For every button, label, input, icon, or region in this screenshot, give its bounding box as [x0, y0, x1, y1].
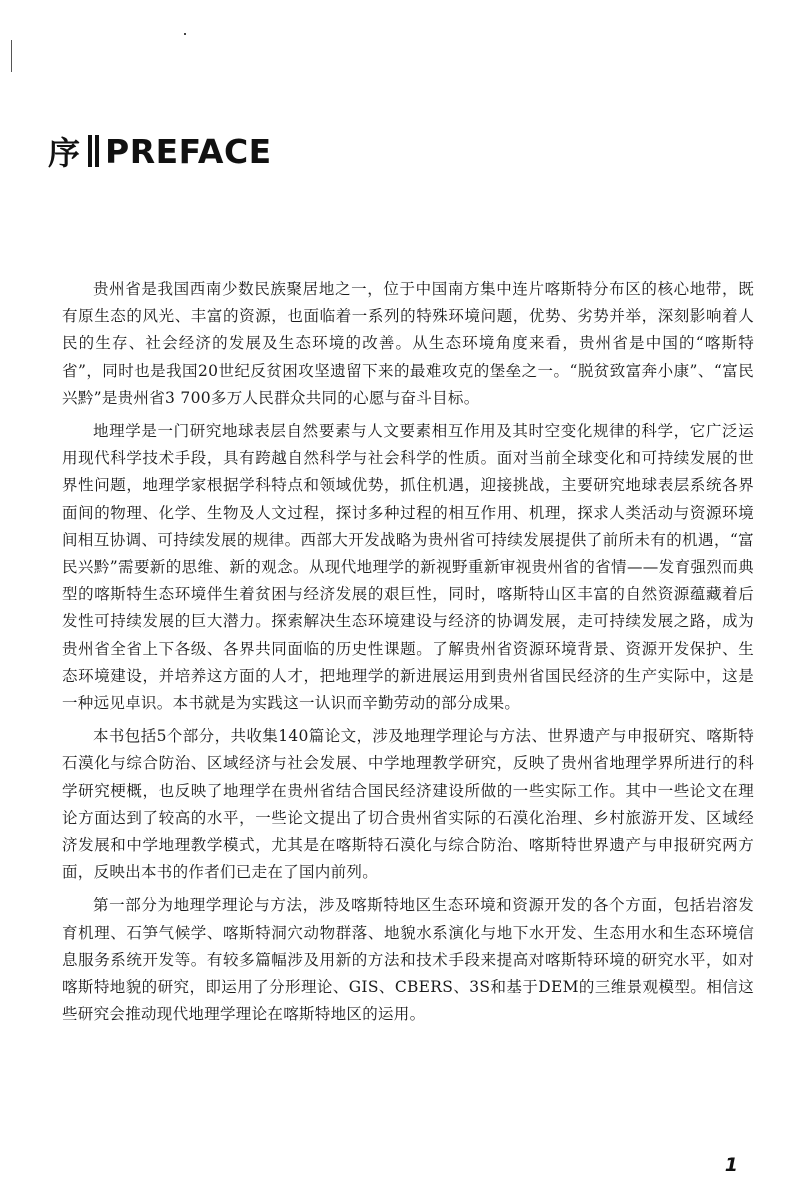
heading-divider — [88, 135, 99, 167]
paragraph-2: 地理学是一门研究地球表层自然要素与人文要素相互作用及其时空变化规律的科学，它广泛运用现代科学技术手段，具有跨越自然科学与社会科学的性质。面对当前全球变化和可持续发展的世界性问题，地理学家根据学科特点和领域优势，抓住机遇，迎接挑战，主要研究地球表层系统各界面间的物理、化学、生物及人文过程，探讨多种过程的相互作用、机理，探求人类活动与资源环境间相互协调、可持续发展的规律。西部大开发战略为贵州省可持续发展提供了前所未有的机遇，“富民兴黔”需要新的思维、新的观念。从现代地理学的新视野重新审视贵州省的省情——发育强烈而典型的喀斯特生态环境伴生着贫困与经济发展的艰巨性，同时，喀斯特山区丰富的自然资源蕴藏着后发性可持续发展的巨大潜力。探索解决生态环境建设与经济的协调发展，走可持续发展之路，成为贵州省全省上下各级、各界共同面临的历史性课题。了解贵州省资源环境背景、资源开发保护、生态环境建设，并培养这方面的人才，把地理学的新进展运用到贵州省国民经济的生产实际中，这是一种远见卓识。本书就是为实践这一认识而辛勤劳动的部分成果。 — [62, 422, 754, 713]
paragraph-1: 贵州省是我国西南少数民族聚居地之一，位于中国南方集中连片喀斯特分布区的核心地带，既有原生态的风光、丰富的资源，也面临着一系列的特殊环境问题，优势、劣势并举，深刻影响着人民的生存、社会经济的发展及生态环境的改善。从生态环境角度来看，贵州省是中国的“喀斯特省”，同时也是我国20世纪反贫困攻坚遗留下来的最难攻克的堡垒之一。“脱贫致富奔小康”、“富民兴黔”是贵州省3 700多万人民群众共同的心愿与奋斗目标。 — [62, 280, 754, 407]
scan-speck — [184, 33, 186, 35]
body-text — [62, 276, 754, 1034]
page-edge-mark — [11, 40, 12, 72]
section-heading — [48, 128, 272, 174]
heading-chinese: 序 — [48, 134, 81, 172]
paragraph-3: 本书包括5个部分，共收集140篇论文，涉及地理学理论与方法、世界遗产与申报研究、喀斯特石漠化与综合防治、区域经济与社会发展、中学地理教学研究，反映了贵州省地理学界所进行的科学研究梗概，也反映了地理学在贵州省结合国民经济建设所做的一些实际工作。其中一些论文在理论方面达到了较高的水平，一些论文提出了切合贵州省实际的石漠化治理、乡村旅游开发、区域经济发展和中学地理教学模式，尤其是在喀斯特石漠化与综合防治、喀斯特世界遗产与申报研究两方面，反映出本书的作者们已走在了国内前列。 — [62, 727, 754, 882]
paragraph-4: 第一部分为地理学理论与方法，涉及喀斯特地区生态环境和资源开发的各个方面，包括岩溶发育机理、石笋气候学、喀斯特洞穴动物群落、地貌水系演化与地下水开发、生态用水和生态环境信息服务系统开发等。有较多篇幅涉及用新的方法和技术手段来提高对喀斯特环境的研究水平，如对喀斯特地貌的研究，即运用了分形理论、GIS、CBERS、3S和基于DEM的三维景观模型。相信这些研究会推动现代地理学理论在喀斯特地区的运用。 — [62, 896, 754, 1024]
page-number: 1 — [724, 1154, 738, 1176]
heading-english: PREFACE — [105, 131, 272, 171]
